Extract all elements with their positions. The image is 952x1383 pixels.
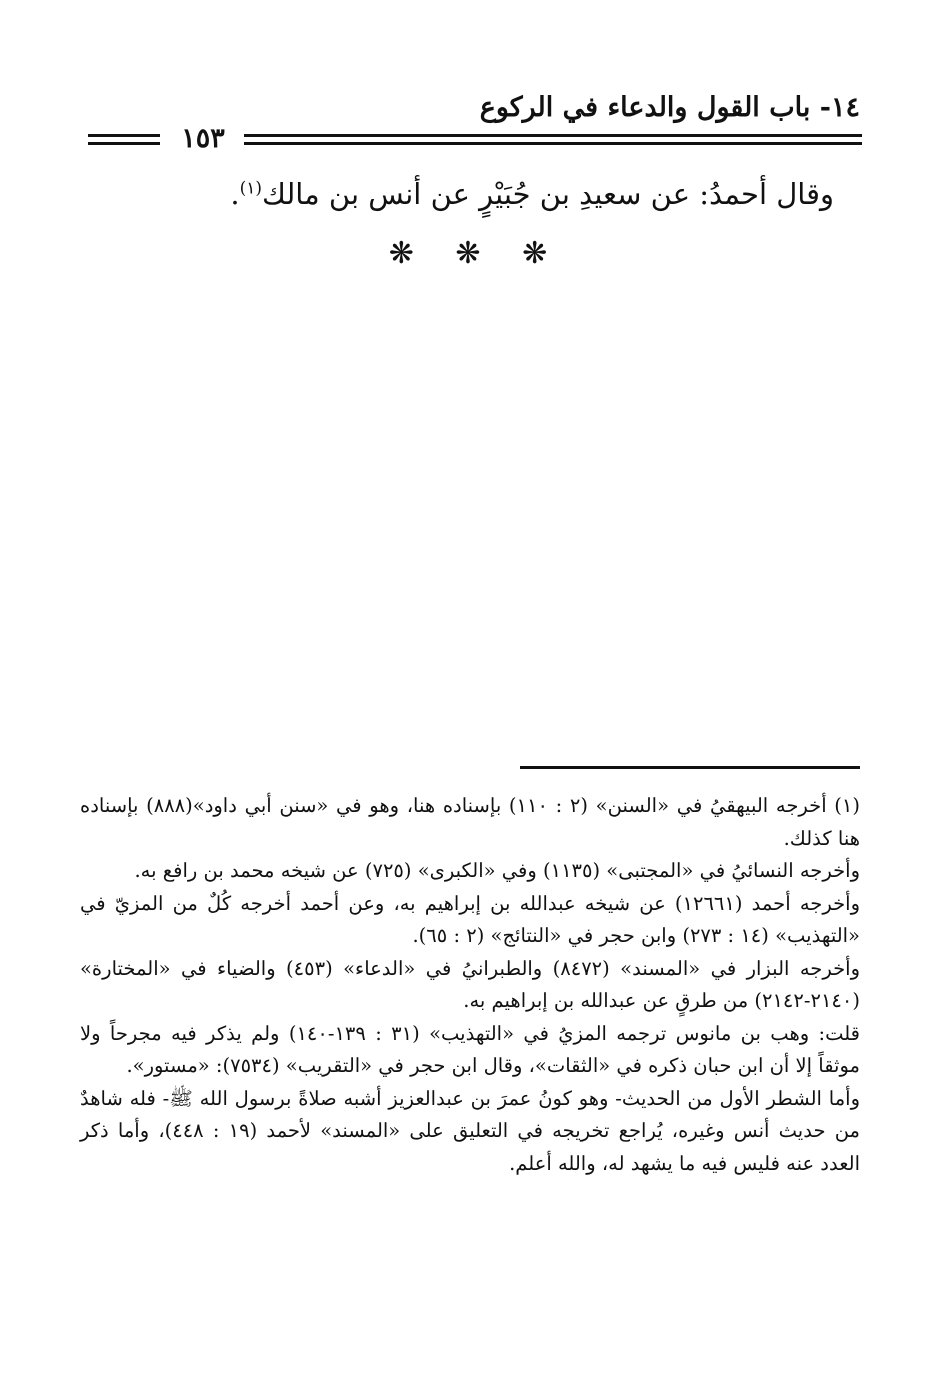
main-end-punctuation: . (230, 177, 240, 211)
footnote-paragraph: وأخرجه أحمد (١٢٦٦١) عن شيخه عبدالله بن إبراهيم به، وعن أحمد أخرجه كُلٌ من المزيّ في «التهذيب» (١٤ : ٢٧٣) وابن حجر في «النتائج» (٢ : ٦٥). (80, 891, 860, 947)
page-number: ١٥٣ (181, 123, 225, 154)
running-head: ١٤- باب القول والدعاء في الركوع (479, 92, 860, 123)
section-separator: ❋ ❋ ❋ (388, 236, 564, 271)
header-rule-right-bottom (244, 142, 862, 145)
footnote-paragraph: وأخرجه النسائيُ في «المجتبى» (١١٣٥) وفي «الكبرى» (٧٢٥) عن شيخه محمد بن رافع به. (134, 859, 860, 882)
main-sentence: وقال أحمدُ: عن سعيدِ بن جُبَيْرٍ عن أنس بن مالك (262, 177, 834, 211)
footnote-rule (520, 766, 860, 769)
main-text (114, 170, 834, 218)
footnote-paragraph: قلت: وهب بن مانوس ترجمه المزيُ في «التهذيب» (٣١ : ١٣٩-١٤٠) ولم يذكر فيه مجرحاً ولا موثقاً إلا أن ابن حبان ذكره في «الثقات»، وقال ابن حجر في «التقريب» (٧٥٣٤): «مستور». (80, 1021, 861, 1077)
header-rule-left-bottom (88, 142, 160, 145)
footnote-paragraph: وأما الشطر الأول من الحديث- وهو كونُ عمرَ بن عبدالعزيز أشبه صلاةً برسول الله ﷺ- فله شاهدٌ من حديث أنس وغيره، يُراجع تخريجه في التعليق على «المسند» لأحمد (١٩ : ٤٤٨)، وأما ذكر العدد عنه فليس فيه ما يشهد له، والله أعلم. (80, 1086, 861, 1175)
footnote-paragraph: وأخرجه البزار في «المسند» (٨٤٧٢) والطبرانيُ في «الدعاء» (٤٥٣) والضياء في «المختارة» (٢١٤٠-٢١٤٢) من طرقٍ عن عبدالله بن إبراهيم به. (80, 956, 860, 1012)
footnote-reference: (١) (239, 178, 263, 199)
header-rule-left-top (88, 134, 160, 137)
footnotes (80, 790, 860, 1180)
header-rule-right-top (244, 134, 862, 137)
footnote-paragraph: (١) أخرجه البيهقيُ في «السنن» (٢ : ١١٠) بإسناده هنا، وهو في «سنن أبي داود»(٨٨٨) بإسناده هنا كذلك. (80, 794, 860, 850)
